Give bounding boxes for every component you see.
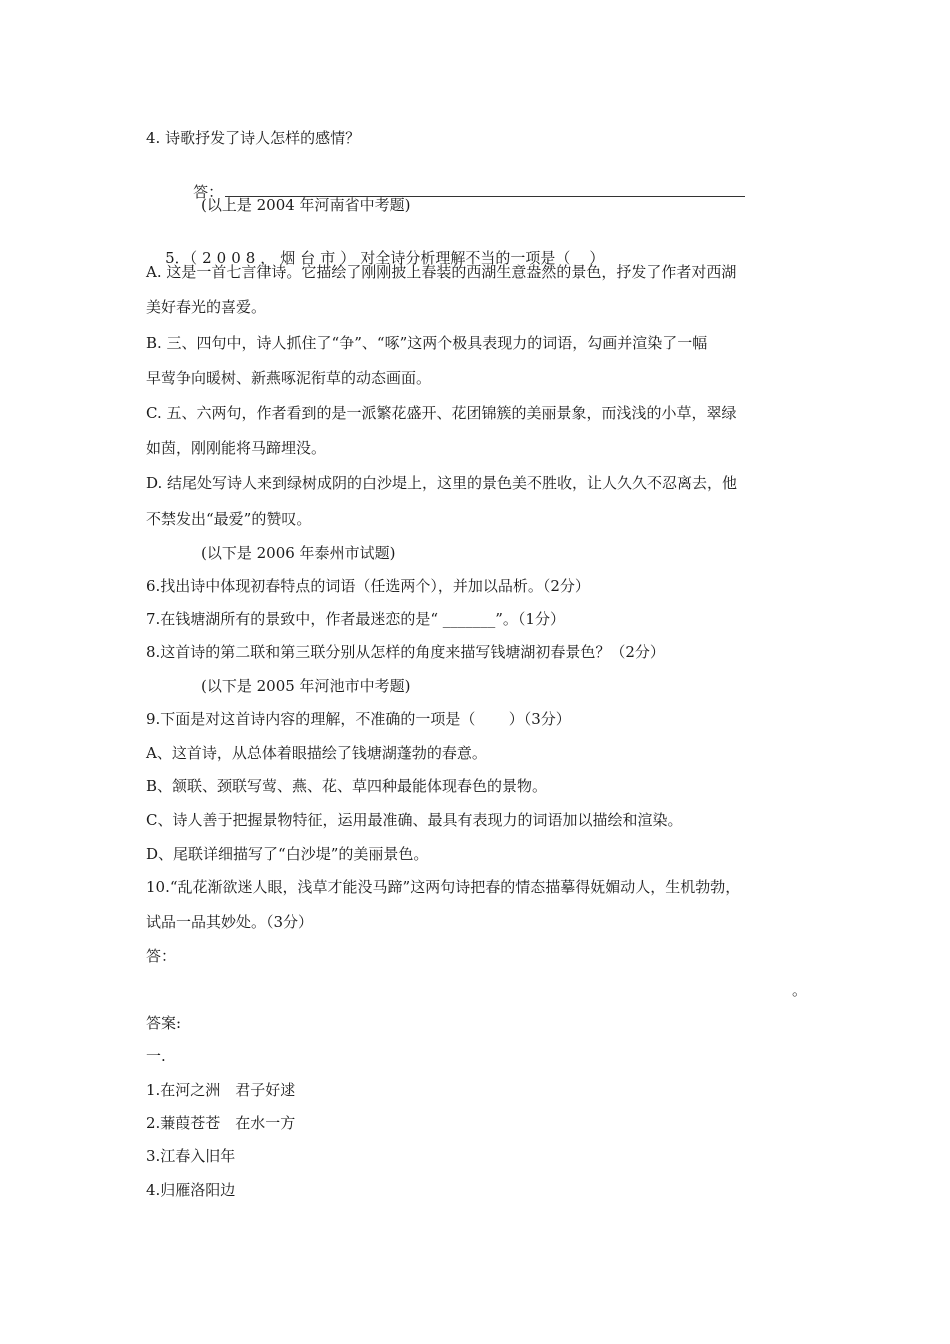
- q9-option-c: C、诗人善于把握景物特征，运用最准确、最具有表现力的词语加以描绘和渲染。: [146, 811, 683, 829]
- q9-option-a: A、这首诗，从总体着眼描绘了钱塘湖蓬勃的春意。: [146, 744, 487, 762]
- source-note-2006: (以下是 2006 年泰州市试题): [201, 544, 396, 562]
- answer-item: 3.江春入旧年: [146, 1147, 236, 1165]
- q5-option-a-line2: 美好春光的喜爱。: [146, 298, 267, 316]
- answer-item: 1.在河之洲 君子好逑: [146, 1081, 296, 1099]
- q5-option-d-line1: D. 结尾处写诗人来到绿树成阴的白沙堤上，这里的景色美不胜收，让人久久不忍离去，他: [146, 474, 738, 492]
- question-4: 4. 诗歌抒发了诗人怎样的感情？: [146, 129, 361, 147]
- answers-heading: 答案:: [146, 1014, 182, 1032]
- answer-label: 答：: [193, 183, 224, 201]
- answer-item: 4.归雁洛阳边: [146, 1181, 236, 1199]
- question-10-end-mark: 。: [792, 981, 808, 999]
- question-5-source: （2008，烟台市）: [189, 249, 361, 267]
- question-10-line1: 10.“乱花渐欲迷人眼，浅草才能没马蹄”这两句诗把春的情态描摹得妩媚动人，生机勃勃，: [146, 878, 741, 896]
- question-8: 8.这首诗的第二联和第三联分别从怎样的角度来描写钱塘湖初春景色？（2分）: [146, 643, 665, 661]
- question-10-line2: 试品一品其妙处。（3分）: [146, 913, 314, 931]
- q5-option-b-line2: 早莺争向暖树、新燕啄泥衔草的动态画面。: [146, 369, 432, 387]
- answer-item: 2.蒹葭苍苍 在水一方: [146, 1114, 296, 1132]
- question-6: 6.找出诗中体现初春特点的词语（任选两个），并加以品析。（2分）: [146, 577, 590, 595]
- source-note-2005: (以下是 2005 年河池市中考题): [201, 677, 411, 695]
- q5-option-b-line1: B. 三、四句中，诗人抓住了“争”、“啄”这两个极具表现力的词语，勾画并渲染了一幅: [146, 334, 708, 352]
- q5-option-c-line1: C. 五、六两句，作者看到的是一派繁花盛开、花团锦簇的美丽景象，而浅浅的小草，翠绿: [146, 404, 737, 422]
- question-10-answer-label: 答：: [146, 947, 177, 965]
- question-5-text: 对全诗分析理解不当的一项是（ ）: [360, 249, 605, 267]
- q5-option-a-line1: A. 这是一首七言律诗。它描绘了刚刚披上春装的西湖生意盎然的景色，抒发了作者对西湖: [146, 263, 737, 281]
- q9-option-d: D、尾联详细描写了“白沙堤”的美丽景色。: [146, 845, 429, 863]
- q9-option-b: B、颔联、颈联写莺、燕、花、草四种最能体现春色的景物。: [146, 777, 548, 795]
- q5-option-d-line2: 不禁发出“最爱”的赞叹。: [146, 510, 312, 528]
- question-7: 7.在钱塘湖所有的景致中，作者最迷恋的是“ _______”。（1分）: [146, 610, 565, 628]
- answers-section: 一.: [146, 1047, 166, 1065]
- question-5-number: 5．: [165, 249, 190, 267]
- question-9-stem: 9.下面是对这首诗内容的理解，不准确的一项是（ ）（3分）: [146, 710, 571, 728]
- q5-option-c-line2: 如茵，刚刚能将马蹄埋没。: [146, 439, 327, 457]
- source-note-2004: (以上是 2004 年河南省中考题): [201, 196, 411, 214]
